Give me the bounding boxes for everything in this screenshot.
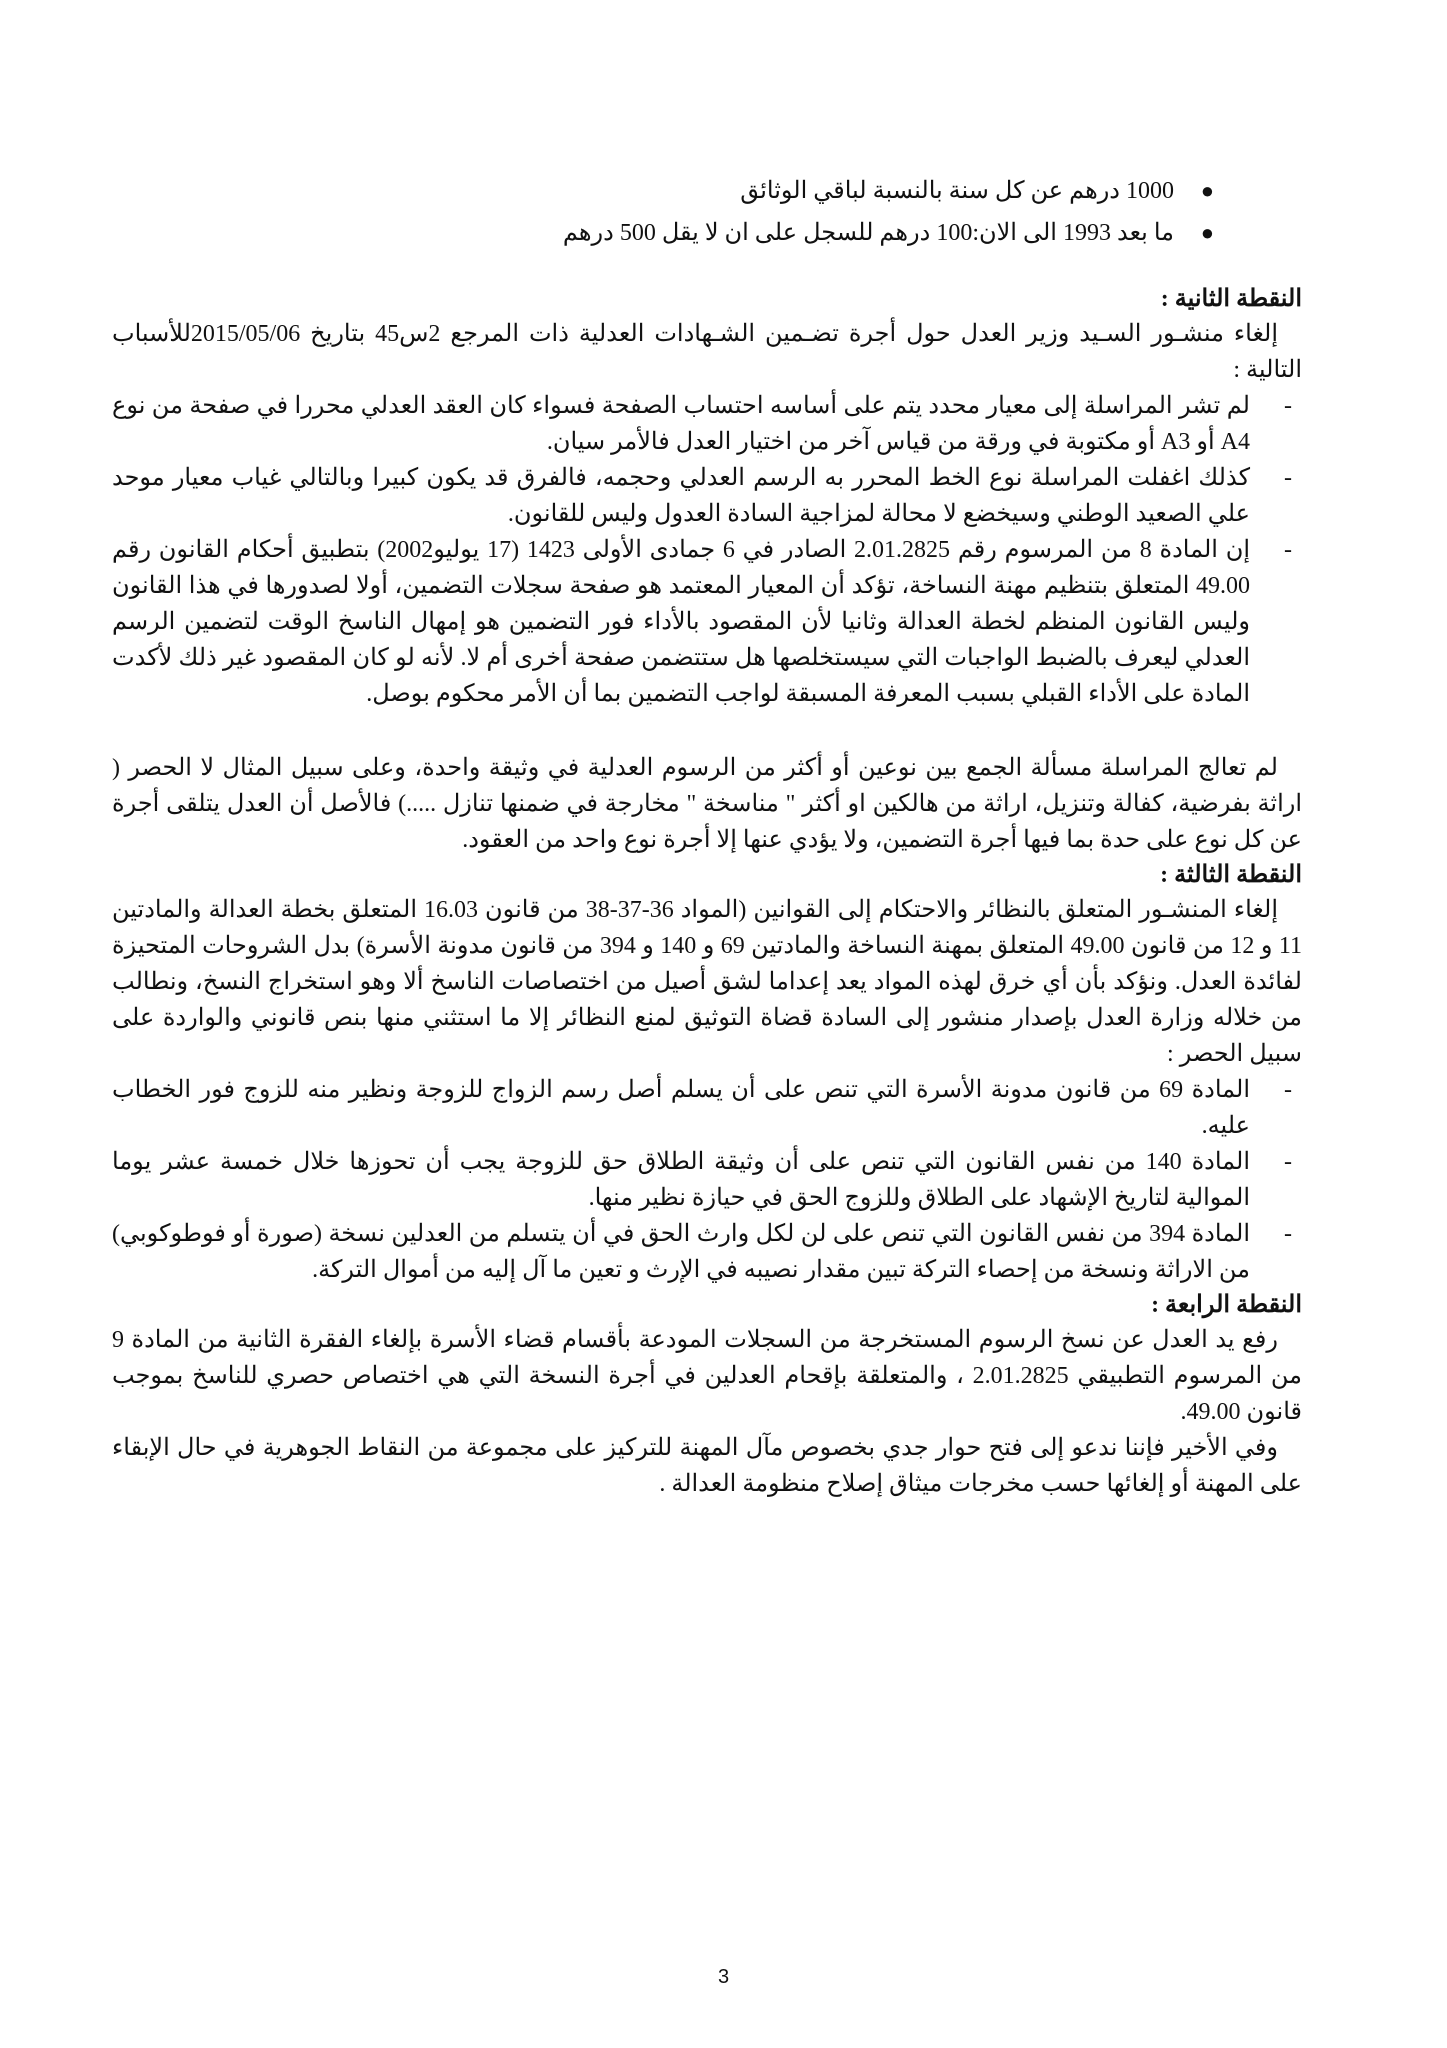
list-item-text: المادة 69 من قانون مدونة الأسرة التي تنص على أن يسلم أصل رسم الزواج للزوجة ونظير منه للزوج فور الخطاب عليه. <box>112 1077 1250 1139</box>
list-item-text: كذلك اغفلت المراسلة نوع الخط المحرر به الرسم العدلي وحجمه، فالفرق قد يكون كبيرا وبالتالي غياب معيار موحد علي الصعيد الوطني وسيخضع لا محالة لمزاجية السادة العدول وليس للقانون. <box>112 465 1250 527</box>
dash-icon: - <box>1284 1077 1292 1103</box>
bullet-text: ما بعد 1993 الى الان:100 درهم للسجل على ان لا يقل 500 درهم <box>562 220 1174 246</box>
spacer <box>112 712 1302 750</box>
list-item <box>112 460 1302 532</box>
section-3-list <box>112 1072 1302 1288</box>
section-2-list <box>112 388 1302 712</box>
list-item <box>112 1072 1302 1144</box>
section-2-heading: النقطة الثانية : <box>1160 286 1302 312</box>
list-item-text: إن المادة 8 من المرسوم رقم 2.01.2825 الصادر في 6 جمادى الأولى 1423 (17 يوليو2002) بتطبيق أحكام القانون رقم 49.00 المتعلق بتنظيم مهنة النساخة، تؤكد أن المعيار المعتمد هو صفحة سجلات التضمين، أولا لصدورها في هذا القانون وليس القانون المنظم لخطة العدالة وثانيا لأن المقصود بالأداء فور التضمين هو إمهال الناسخ الوقت لتضمين الرسم العدلي ليعرف بالضبط الواجبات التي سيستخلصها هل ستتضمن صفحة أخرى أم لا. لأنه لو كان المقصود غير ذلك لأكدت المادة على الأداء القبلي بسبب المعرفة المسبقة لواجب التضمين بما أن الأمر محكوم بوصل. <box>112 537 1251 707</box>
section-3-intro: إلغاء المنشـور المتعلق بالنظائر والاحتكام إلى القوانين (المواد 36-37-38 من قانون 16.03 المتعلق بخطة العدالة والمادتين 11 و 12 من قانون 49.00 المتعلق بمهنة النساخة والمادتين 69 و 140 و 394 من قانون مدونة الأسرة) بدل الشروحات المتحيزة لفائدة العدل. ونؤكد بأن أي خرق لهذه المواد يعد إعداما لشق أصيل من اختصاصات الناسخ ألا وهو استخراج النسخ، ونطالب من خلاله وزارة العدل بإصدار منشور إلى السادة قضاة التوثيق لمنع النظائر إلا ما استثني منها بنص قانوني والواردة على سبيل الحصر : <box>112 897 1302 1067</box>
list-item <box>112 212 1302 254</box>
dash-icon: - <box>1284 537 1292 563</box>
section-4-heading: النقطة الرابعة : <box>1151 1292 1302 1318</box>
document-page <box>112 170 1302 1502</box>
page-number: 3 <box>717 1966 730 1988</box>
list-item-text: المادة 140 من نفس القانون التي تنص على أن وثيقة الطلاق حق للزوجة يجب أن تحوزها خلال خمسة عشر يوما الموالية لتاريخ الإشهاد على الطلاق وللزوج الحق في حيازة نظير منها. <box>112 1149 1250 1211</box>
list-item-text: لم تشر المراسلة إلى معيار محدد يتم على أساسه احتساب الصفحة فسواء كان العقد العدلي محررا في صفحة من نوع A4 أو A3 أو مكتوبة في ورقة من قياس آخر من اختيار العدل فالأمر سيان. <box>112 393 1250 455</box>
list-item <box>112 170 1302 212</box>
dash-icon: - <box>1284 1149 1292 1175</box>
dash-icon: - <box>1284 465 1292 491</box>
fee-bullet-list <box>112 170 1302 254</box>
list-item <box>112 532 1302 712</box>
section-3-heading: النقطة الثالثة : <box>1160 862 1302 888</box>
section-2-intro: إلغاء منشـور السـيد وزير العدل حول أجرة تضـمين الشـهادات العدلية ذات المرجع 2س45 بتاريخ 2015/05/06للأسباب التالية : <box>112 321 1302 383</box>
list-item-text: المادة 394 من نفس القانون التي تنص على لن لكل وارث الحق في أن يتسلم من العدلين نسخة (صورة أو فوطوكوبي) من الاراثة ونسخة من إحصاء التركة تبين مقدار نصيبه في الإرث و تعين ما آل إليه من أموال التركة. <box>112 1221 1250 1283</box>
section-4-paragraph-2: وفي الأخير فإننا ندعو إلى فتح حوار جدي بخصوص مآل المهنة للتركيز على مجموعة من النقاط الجوهرية في حال الإبقاء على المهنة أو إلغائها حسب مخرجات ميثاق إصلاح منظومة العدالة . <box>112 1435 1302 1497</box>
list-item <box>112 1144 1302 1216</box>
dash-icon: - <box>1284 1221 1292 1247</box>
list-item <box>112 388 1302 460</box>
section-2-closing: لم تعالج المراسلة مسألة الجمع بين نوعين أو أكثر من الرسوم العدلية في وثيقة واحدة، وعلى سبيل المثال لا الحصر ( اراثة بفرضية، كفالة وتنزيل، اراثة من هالكين او أكثر " مناسخة " مخارجة في ضمنها تنازل .....) فالأصل أن العدل يتلقى أجرة عن كل نوع على حدة بما فيها أجرة التضمين، ولا يؤدي عنها إلا أجرة نوع واحد من العقود. <box>112 755 1303 853</box>
bullet-icon: ● <box>1200 178 1214 203</box>
bullet-icon: ● <box>1200 220 1214 245</box>
section-4-paragraph-1: رفع يد العدل عن نسخ الرسوم المستخرجة من السجلات المودعة بأقسام قضاء الأسرة بإلغاء الفقرة الثانية من المادة 9 من المرسوم التطبيقي 2.01.2825 ، والمتعلقة بإقحام العدلين في أجرة النسخة التي هي اختصاص حصري للناسخ بموجب قانون 49.00. <box>112 1327 1302 1425</box>
dash-icon: - <box>1284 393 1292 419</box>
bullet-text: 1000 درهم عن كل سنة بالنسبة لباقي الوثائق <box>740 178 1174 204</box>
list-item <box>112 1216 1302 1288</box>
